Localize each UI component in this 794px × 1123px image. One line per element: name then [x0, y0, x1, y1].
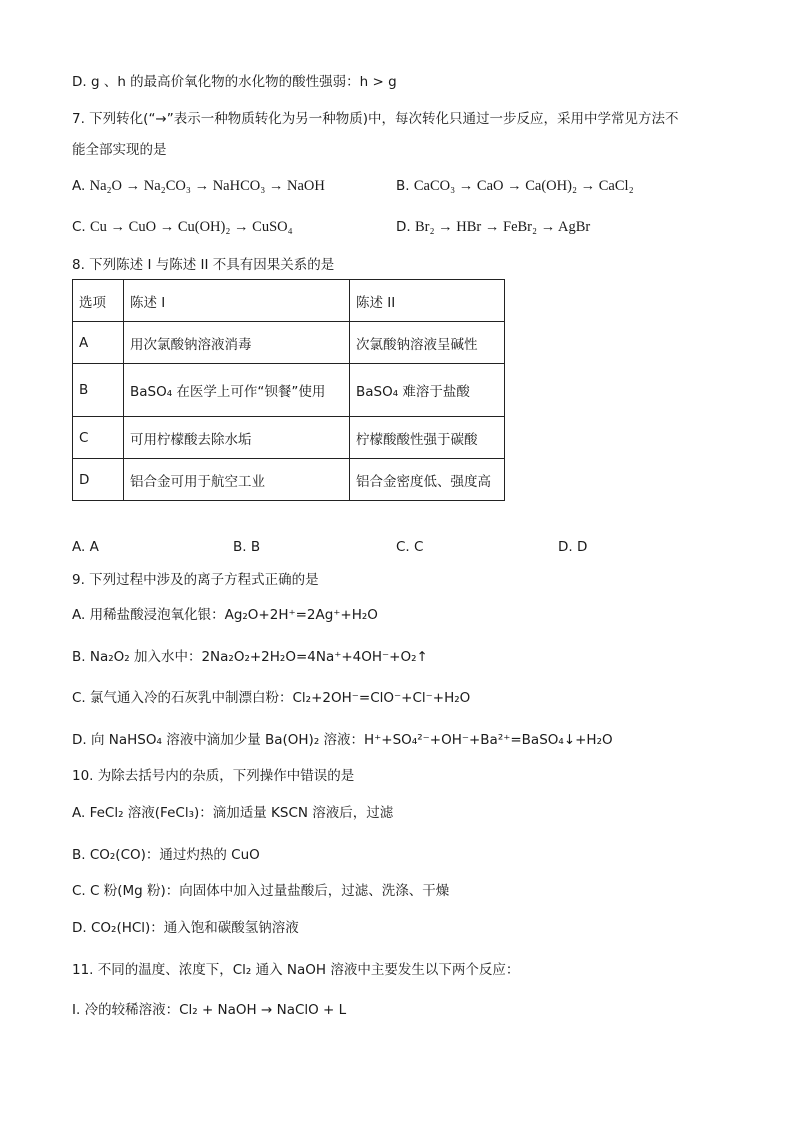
q7-option-c-formula: Cu → CuO → Cu(OH)₂ → CuSO₄ [90, 219, 293, 235]
table-cell: 铝合金密度低、强度高 [350, 459, 505, 501]
table-cell: 铝合金可用于航空工业 [124, 459, 350, 501]
q8-option-c: C. C [396, 539, 424, 555]
table-header-row [73, 280, 505, 322]
q8-table [72, 279, 505, 501]
q7-option-b [396, 176, 634, 196]
q8-option-d: D. D [558, 539, 588, 555]
q9-option-d: D. 向 NaHSO₄ 溶液中滴加少量 Ba(OH)₂ 溶液：H⁺+SO₄²⁻+OH⁻+Ba²⁺=BaSO₄↓+H₂O [72, 732, 613, 748]
table-cell: A [73, 322, 124, 364]
q7-option-a [72, 176, 325, 196]
table-cell: BaSO₄ 在医学上可作“钡餐”使用 [124, 364, 350, 417]
q7-option-d-label: D. [396, 219, 411, 235]
table-row [73, 459, 505, 501]
table-header-cell: 陈述 I [124, 280, 350, 322]
q7-option-a-formula: Na₂O → Na₂CO₃ → NaHCO₃ → NaOH [89, 178, 325, 194]
table-cell: 用次氯酸钠溶液消毒 [124, 322, 350, 364]
table-header-cell: 选项 [73, 280, 124, 322]
q7-stem-line2: 能全部实现的是 [72, 142, 167, 158]
table-header-cell: 陈述 II [350, 280, 505, 322]
q11-stem: 11. 不同的温度、浓度下，Cl₂ 通入 NaOH 溶液中主要发生以下两个反应： [72, 962, 520, 978]
table-cell: 柠檬酸酸性强于碳酸 [350, 417, 505, 459]
q10-option-c: C. C 粉(Mg 粉)：向固体中加入过量盐酸后，过滤、洗涤、干燥 [72, 883, 450, 899]
q9-option-a: A. 用稀盐酸浸泡氧化银：Ag₂O+2H⁺=2Ag⁺+H₂O [72, 607, 378, 623]
table-row [73, 322, 505, 364]
q11-reaction-i: I. 冷的较稀溶液：Cl₂ + NaOH → NaClO + L [72, 1002, 347, 1018]
q8-stem: 8. 下列陈述 I 与陈述 II 不具有因果关系的是 [72, 257, 335, 273]
q7-option-c-label: C. [72, 219, 86, 235]
table-cell: BaSO₄ 难溶于盐酸 [350, 364, 505, 417]
q10-option-b: B. CO₂(CO)：通过灼热的 CuO [72, 847, 260, 863]
table-cell: 可用柠檬酸去除水垢 [124, 417, 350, 459]
option-d-prev: D. g 、h 的最高价氧化物的水化物的酸性强弱：h > g [72, 74, 397, 90]
q7-option-c [72, 217, 293, 237]
q10-stem: 10. 为除去括号内的杂质，下列操作中错误的是 [72, 768, 355, 784]
q9-stem: 9. 下列过程中涉及的离子方程式正确的是 [72, 572, 319, 588]
q9-option-c: C. 氯气通入冷的石灰乳中制漂白粉：Cl₂+2OH⁻=ClO⁻+Cl⁻+H₂O [72, 690, 471, 706]
table-cell: C [73, 417, 124, 459]
q7-option-b-label: B. [396, 178, 410, 194]
q7-option-a-label: A. [72, 178, 86, 194]
table-cell: D [73, 459, 124, 501]
q10-option-a: A. FeCl₂ 溶液(FeCl₃)：滴加适量 KSCN 溶液后，过滤 [72, 805, 394, 821]
table-row [73, 364, 505, 417]
q7-option-b-formula: CaCO₃ → CaO → Ca(OH)₂ → CaCl₂ [413, 178, 634, 194]
q9-option-b: B. Na₂O₂ 加入水中：2Na₂O₂+2H₂O=4Na⁺+4OH⁻+O₂↑ [72, 649, 428, 665]
q7-option-d-formula: Br₂ → HBr → FeBr₂ → AgBr [414, 219, 591, 235]
q7-option-d [396, 217, 590, 237]
q10-option-d: D. CO₂(HCl)：通入饱和碳酸氢钠溶液 [72, 920, 299, 936]
q8-option-b: B. B [233, 539, 261, 555]
table-cell: B [73, 364, 124, 417]
q8-option-a: A. A [72, 539, 99, 555]
q7-stem-line1: 7. 下列转化(“→”表示一种物质转化为另一种物质)中，每次转化只通过一步反应，采用中学常见方法不 [72, 111, 679, 127]
table-cell: 次氯酸钠溶液呈碱性 [350, 322, 505, 364]
table-row [73, 417, 505, 459]
